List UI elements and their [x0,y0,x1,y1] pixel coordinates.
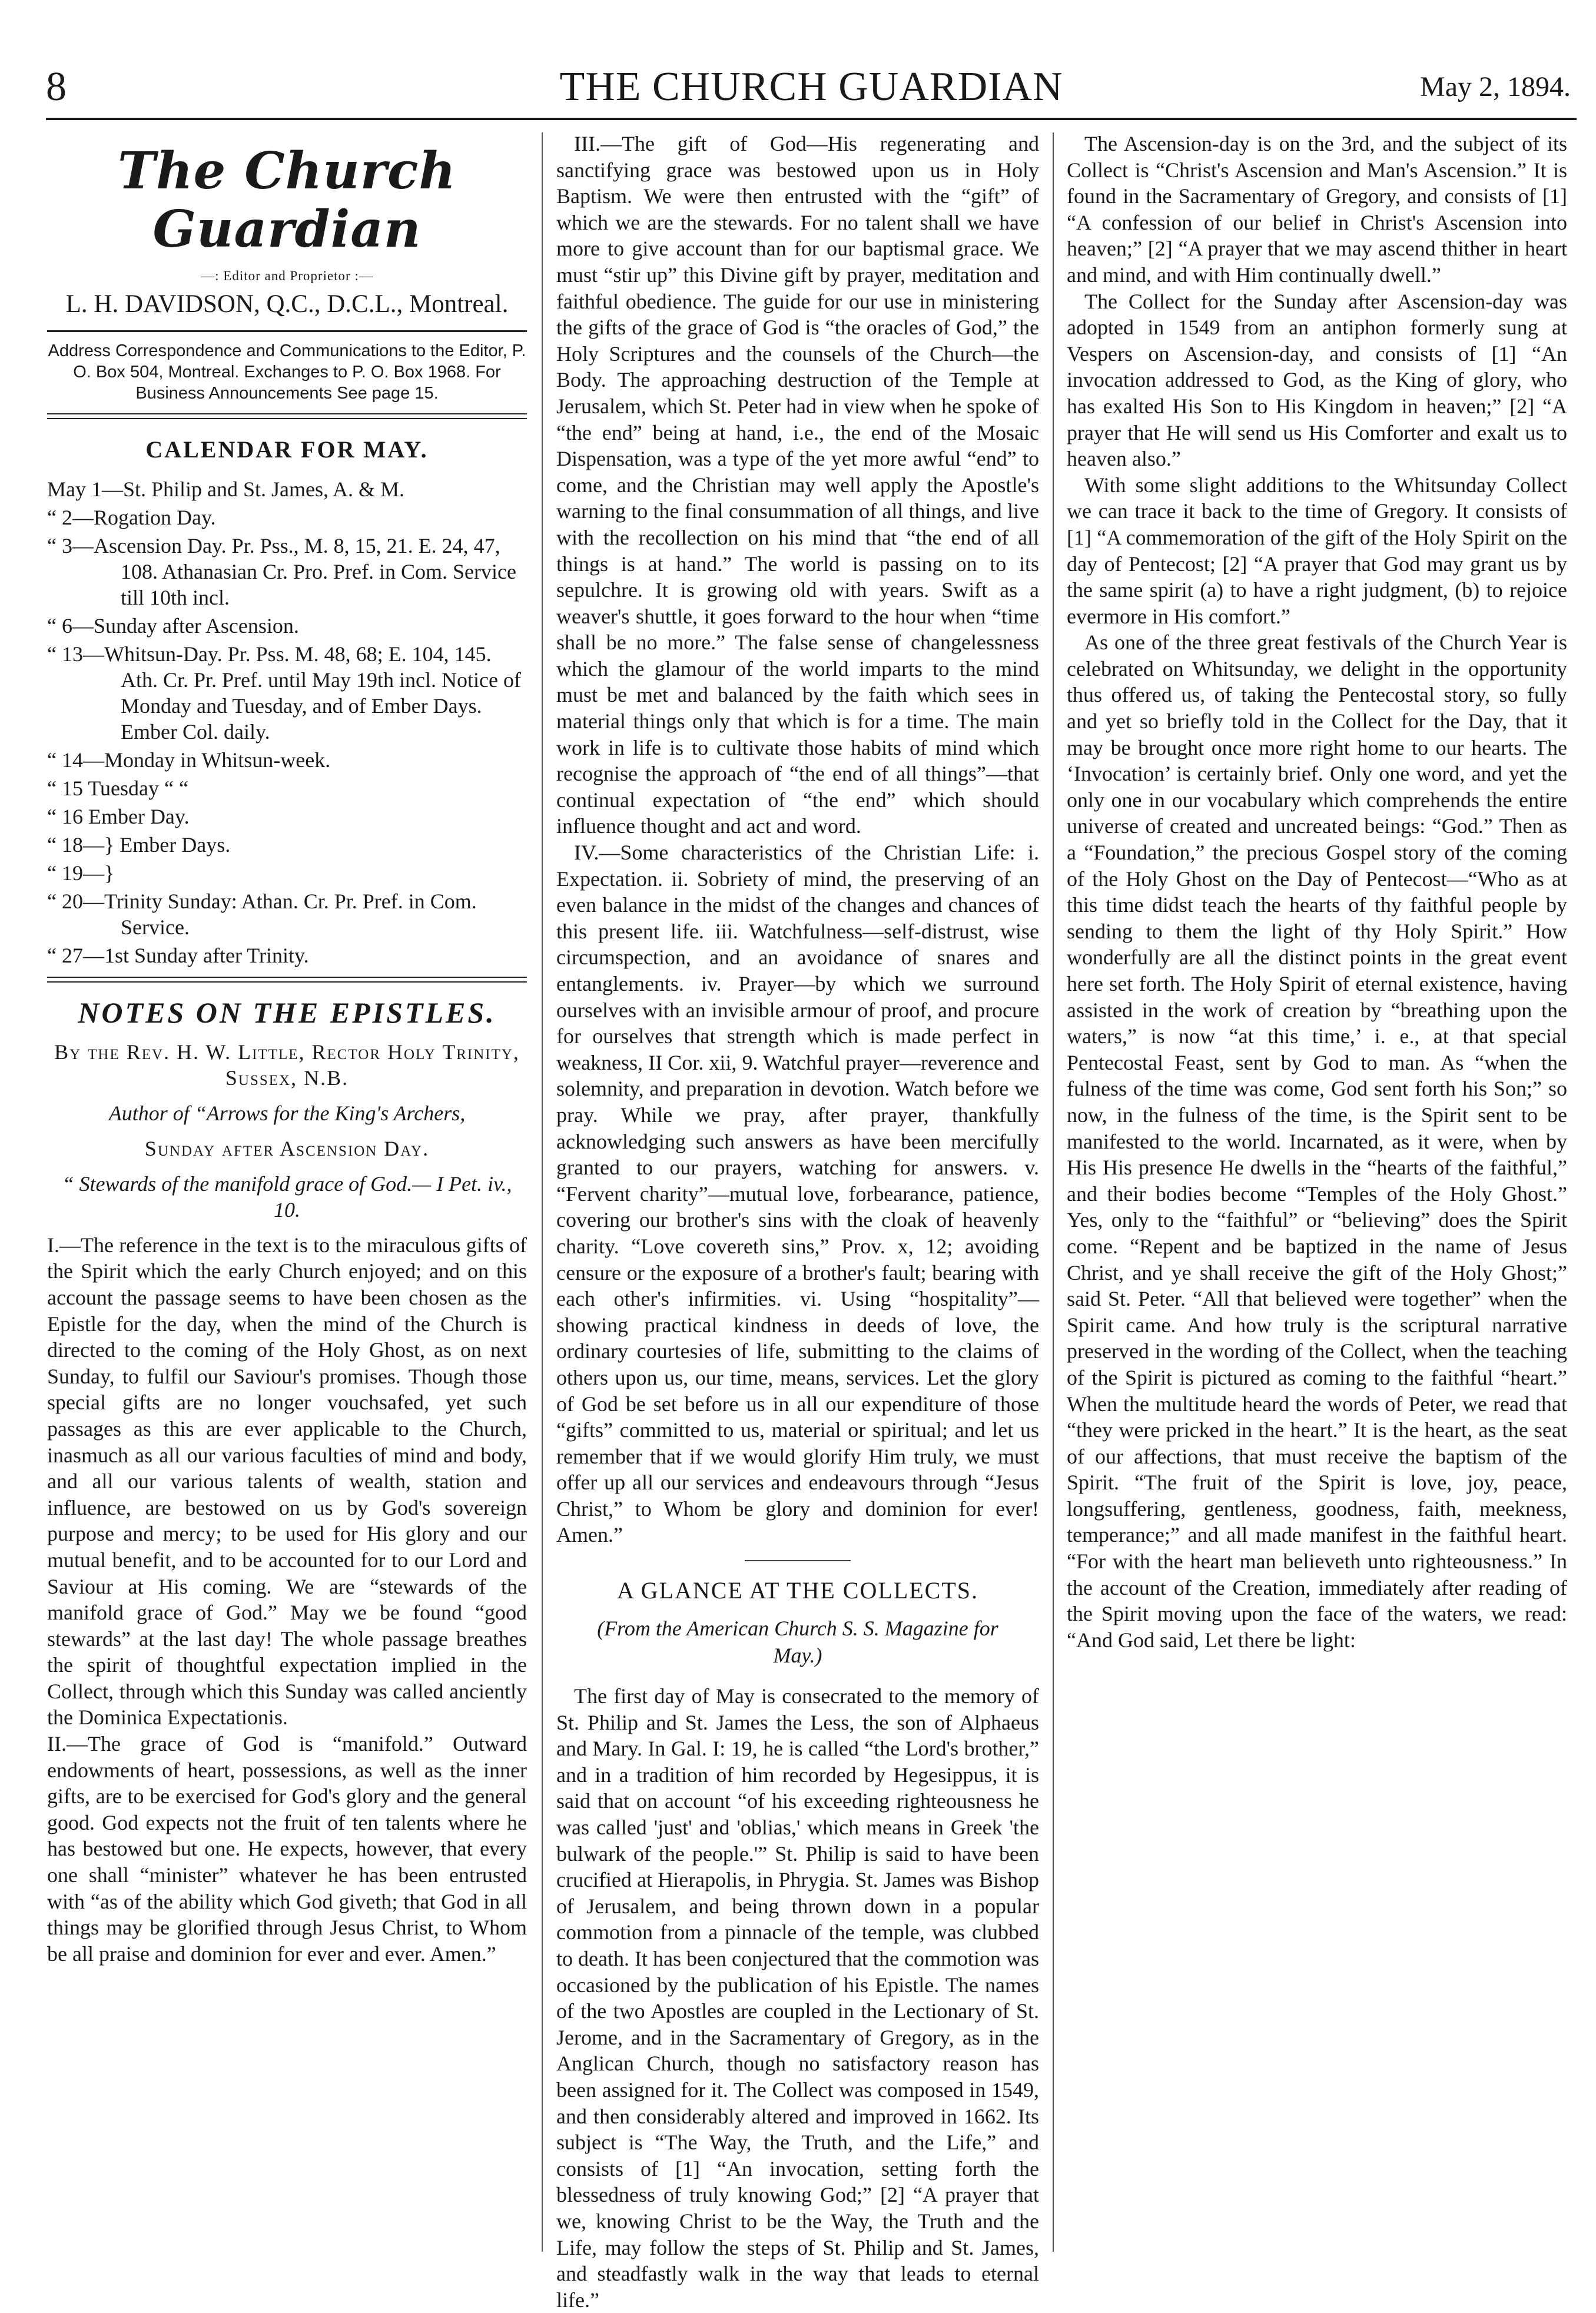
divider [745,1560,851,1561]
publication-name: THE CHURCH GUARDIAN [559,64,1063,109]
glance-source: (From the American Church S. S. Magazine for May.) [597,1617,998,1668]
editor-line: —: Editor and Proprietor :— [201,268,373,283]
header-rule [46,118,1577,120]
column-2 [556,131,1039,2312]
notes-paragraph: III.—The gift of God—His regenerating and sanctifying grace was bestowed upon us in Holy Baptism. We were then entrusted with the “gift” of which we are the stewards. For no talent shall we have more to give account than for our baptismal grace. We must “stir up” this Divine gift by prayer, meditation and faithful obedience. The guide for our use in ministering the gifts of the grace of God is “the oracles of God,” the Holy Scriptures and the counsels of the Church—the Body. The approaching destruction of the Temple at Jerusalem, which St. Peter had in view when he spoke of “the end” being at hand, i.e., the end of the Mosaic Dispensation, was a type of the yet more awful “end” to come, and the Christian may well apply the Apostle's warning to the final consummation of all things, and live with the recollection on his mind that “the end of all things is at hand.” The world is passing on to its sepulchre. It is growing old with years. Swift as a weaver's shuttle, it goes forward to the hour when “time shall be no more.” The false sense of changelessness which the glamour of the world imparts to the mind must be met and balanced by the faith which sees in material things only that which is for a time. The main work in life is to cultivate those habits of mind which recognise the approach of “the end of all things”—that continual expectation of “the end” which should influence thought and act and word. [556,132,1039,838]
glance-paragraph: As one of the three great festivals of the Church Year is celebrated on Whitsunday, we delight in the opportunity thus offered us, of taking the Pentecostal story, so fully and yet so briefly told in the Collect for the Day, that it may be brought once more right home to our hearts. The ‘Invocation’ is certainly brief. Only one word, and yet the only one in our vocabulary which comprehends the entire universe of created and uncreated beings: “God.” Then as a “Foundation,” the precious Gospel story of the coming of the Holy Ghost on the Day of Pentecost—“Who as at this time didst teach the hearts of thy faithful people by sending to them the light of thy Holy Spirit.” How wonderfully are all the distinct points in the great event here set forth. The Holy Spirit of eternal existence, having assisted in the work of creation by “breathing upon the waters,” is now “at this time,’ i. e., at that special Pentecostal Feast, sent by God to man. As “when the fulness of the time was come, God sent forth his Son;” so now, in the fulness of the time, is the Spirit sent to be manifested to the world. Incarnated, as it were, when by His His presence He dwells in the “hearts of the faithful,” and their bodies become “Temples of the Holy Ghost.” Yes, only to the “faithful” or “believing” does the Spirit come. “Repent and be baptized in the name of Jesus Christ, and ye shall receive the gift of the Holy Ghost;” said St. Peter. “All that believed were together” when the Spirit came. And how truly is the scriptural narrative preserved in the wording of the Collect, when the teaching of the Spirit is pictured as coming to the faithful “heart.” When the multitude heard the words of Peter, we read that “they were pricked in the heart.” It is the heart, as the seat of our affections, that must receive the baptism of the Spirit. “The fruit of the Spirit is love, joy, peace, longsuffering, gentleness, goodness, faith, meekness, temperance;” and all made manifest in the faithful heart. “For with the heart man believeth unto righteousness.” In the account of the Creation, immediately after reading of the Spirit moving upon the face of the waters, we read: “And God said, Let there be light: [1067,630,1567,1652]
calendar-entry: May 1—St. Philip and St. James, A. & M. [47,477,405,501]
notes-author-of: Author of “Arrows for the King's Archers, [108,1101,466,1125]
calendar-list [47,476,527,968]
calendar-entry: “ 2—Rogation Day. [47,505,216,529]
column-1 [47,131,527,2256]
glance-paragraph: The Ascension-day is on the 3rd, and the subject of its Collect is “Christ's Ascension and Man's Ascension.” It is found in the Sacramentary of Gregory, and consists of [1] “A confession of our belief in Christ's Ascension into heaven;” [2] “A prayer that we may ascend thither in heart and mind, and with Him continually dwell.” [1067,132,1567,287]
column-divider [1053,132,1054,2252]
glance-body-part-1 [556,1683,1039,2313]
proprietor: L. H. DAVIDSON, Q.C., D.C.L., Montreal. [65,290,509,318]
calendar-entry: “ 18—} Ember Days. [47,832,231,857]
glance-paragraph: With some slight additions to the Whitsunday Collect we can trace it back to the time of Gregory. It consists of [1] “A commemoration of the gift of the Holy Spirit on the day of Pentecost; [2] “A prayer that God may grant us by the same spirit (a) to have a right judgment, (b) to rejoice evermore in His comfort.” [1067,473,1567,628]
glance-body-part-2 [1067,131,1567,1653]
divider [47,330,527,332]
address-notice: Address Correspondence and Communications to the Editor, P. O. Box 504, Montreal. Exchanges to P. O. Box 1968. For Business Announcements See page 15. [48,341,526,403]
running-head [46,64,1577,117]
masthead-title: The Church Guardian [118,141,456,259]
notes-body-part-1 [47,1232,527,1967]
divider [47,413,527,419]
calendar-entry: “ 6—Sunday after Ascension. [47,613,299,638]
calendar-entry: “ 20—Trinity Sunday: Athan. Cr. Pr. Pref. in Com. Service. [47,889,477,939]
notes-occasion: Sunday after Ascension Day. [144,1136,430,1160]
notes-paragraph: IV.—Some characteristics of the Christian Life: i. Expectation. ii. Sobriety of mind, the preserving of an even balance in the midst of the changes and chances of this present life. iii. Watchfulness—self-distrust, wise circumspection, and an avoidance of snares and entanglements. iv. Prayer—by which we surround ourselves with an invisible armour of proof, and procure for ourselves that strength which is made perfect in weakness, II Cor. xii, 9. Watchful prayer—reverence and solemnity, and preparation in devotion. Watch before we pray. While we pray, after prayer, thankfully acknowledging such answers as have been mercifully granted to our prayers, watching for answers. v. “Fervent charity”—mutual love, forbearance, patience, covering our brother's sins with the cloak of heavenly charity. “Love covereth sins,” Prov. x, 12; avoiding censure or the exposure of a brother's fault; bearing with each other's infirmities. vi. Using “hospitality”—showing practical kindness in deeds of love, the ordinary courtesies of life, submitting to the claims of others upon us, our time, means, services. Let the glory of God be set before us in all our expenditure of those “gifts” committed to us, material or spiritual; and let us remember that if we would glorify Him truly, we must offer up all our services and endeavours through “Jesus Christ,” to Whom be glory and dominion for ever! Amen.” [556,841,1039,1547]
notes-body-part-2 [556,131,1039,1548]
glance-paragraph: The first day of May is consecrated to the memory of St. Philip and St. James the Less, the son of Alphaeus and Mary. In Gal. I: 19, he is called “the Lord's brother,” and in a tradition of him recorded by Hegesippus, it is said that on account “of his exceeding righteousness he was called 'just' and 'oblias,' which means in Greek 'the bulwark of the people.'” St. Philip is said to have been crucified at Hierapolis, in Phrygia. St. James was Bishop of Jerusalem, and being thrown down in a popular commotion from a pinnacle of the temple, was clubbed to death. It has been conjectured that the commotion was occasioned by the publication of his Epistle. The names of the two Apostles are coupled in the Lectionary of St. Jerome, and in the Sacramentary of Gregory, as in the Anglican Church, though no satisfactory reason has been assigned for it. The Collect was composed in 1549, and then considerably altered and improved in 1662. Its subject is “The Way, the Truth, and the Life,” and consists of [1] “An invocation, setting forth the blessedness of truly knowing God;” [2] “A prayer that we, knowing Christ to be the Way, the Truth and the Life, may follow the steps of St. Philip and St. James, and steadfastly walk in the way that leads to eternal life.” [556,1684,1039,2312]
calendar-entry: “ 3—Ascension Day. Pr. Pss., M. 8, 15, 21. E. 24, 47, 108. Athanasian Cr. Pro. Pref. in Com. Service till 10th incl. [47,533,516,609]
glance-title: A GLANCE AT THE COLLECTS. [616,1577,979,1604]
glance-paragraph: The Collect for the Sunday after Ascension-day was adopted in 1549 from an antiphon formerly sung at Vespers on Ascension-day, and consists of [1] “An invocation addressed to God, as the King of glory, who has exalted His Son to His Kingdom in heaven;” [2] “A prayer that He will send us His Comforter and exalt us to heaven also.” [1067,289,1567,471]
calendar-entry: “ 19—} [47,861,115,885]
calendar-title: CALENDAR FOR MAY. [145,436,429,463]
calendar-entry: “ 13—Whitsun-Day. Pr. Pss. M. 48, 68; E. 104, 145. Ath. Cr. Pr. Pref. until May 19th incl. Notice of Monday and Tuesday, and of Ember Days. Ember Col. daily. [47,642,521,744]
calendar-entry: “ 14—Monday in Whitsun-week. [47,748,331,772]
column-3 [1067,131,1567,2256]
notes-byline: By the Rev. H. W. Little, Rector Holy Trinity, Sussex, N.B. [54,1040,520,1090]
divider [47,977,527,983]
page-number: 8 [46,64,67,109]
notes-paragraph: I.—The reference in the text is to the miraculous gifts of the Spirit which the early Church enjoyed; and on this account the passage seems to have been chosen as the Epistle for the day, when the mind of the Church is directed to the coming of the Holy Ghost, as on next Sunday, to fulfil our Saviour's promises. Though those special gifts are no longer vouchsafed, yet such passages as this are ever applicable to the Church, inasmuch as all our various faculties of mind and body, and all our various talents of wealth, station and influence, are bestowed on us by God's sovereign purpose and mercy; to be used for His glory and our mutual benefit, and to be accounted for to our Lord and Saviour at His coming. We are “stewards of the manifold grace of God.” May we be found “good stewards” at the last day! The whole passage breathes the spirit of thoughtful expectation implied in the Collect, through which this Sunday was called anciently the Dominica Expectationis. [47,1233,527,1730]
calendar-entry: “ 16 Ember Day. [47,804,190,828]
calendar-entry: “ 15 Tuesday “ “ [47,776,188,800]
notes-text-reference: “ Stewards of the manifold grace of God.— I Pet. iv., 10. [62,1172,512,1222]
notes-paragraph: II.—The grace of God is “manifold.” Outward endowments of heart, possessions, as well as the inner gifts, are to be exercised for God's glory and the general good. God expects not the fruit of ten talents where he has bestowed but one. He expects, however, that every one shall “minister” whatever he has been entrusted with “as of the ability which God giveth; that God in all things may be glorified through Jesus Christ, to Whom be all praise and dominion for ever and ever. Amen.” [47,1732,527,1966]
calendar-entry: “ 27—1st Sunday after Trinity. [47,943,309,967]
issue-date: May 2, 1894. [1420,71,1571,102]
column-divider [542,132,543,2252]
notes-title: NOTES ON THE EPISTLES. [78,995,496,1029]
